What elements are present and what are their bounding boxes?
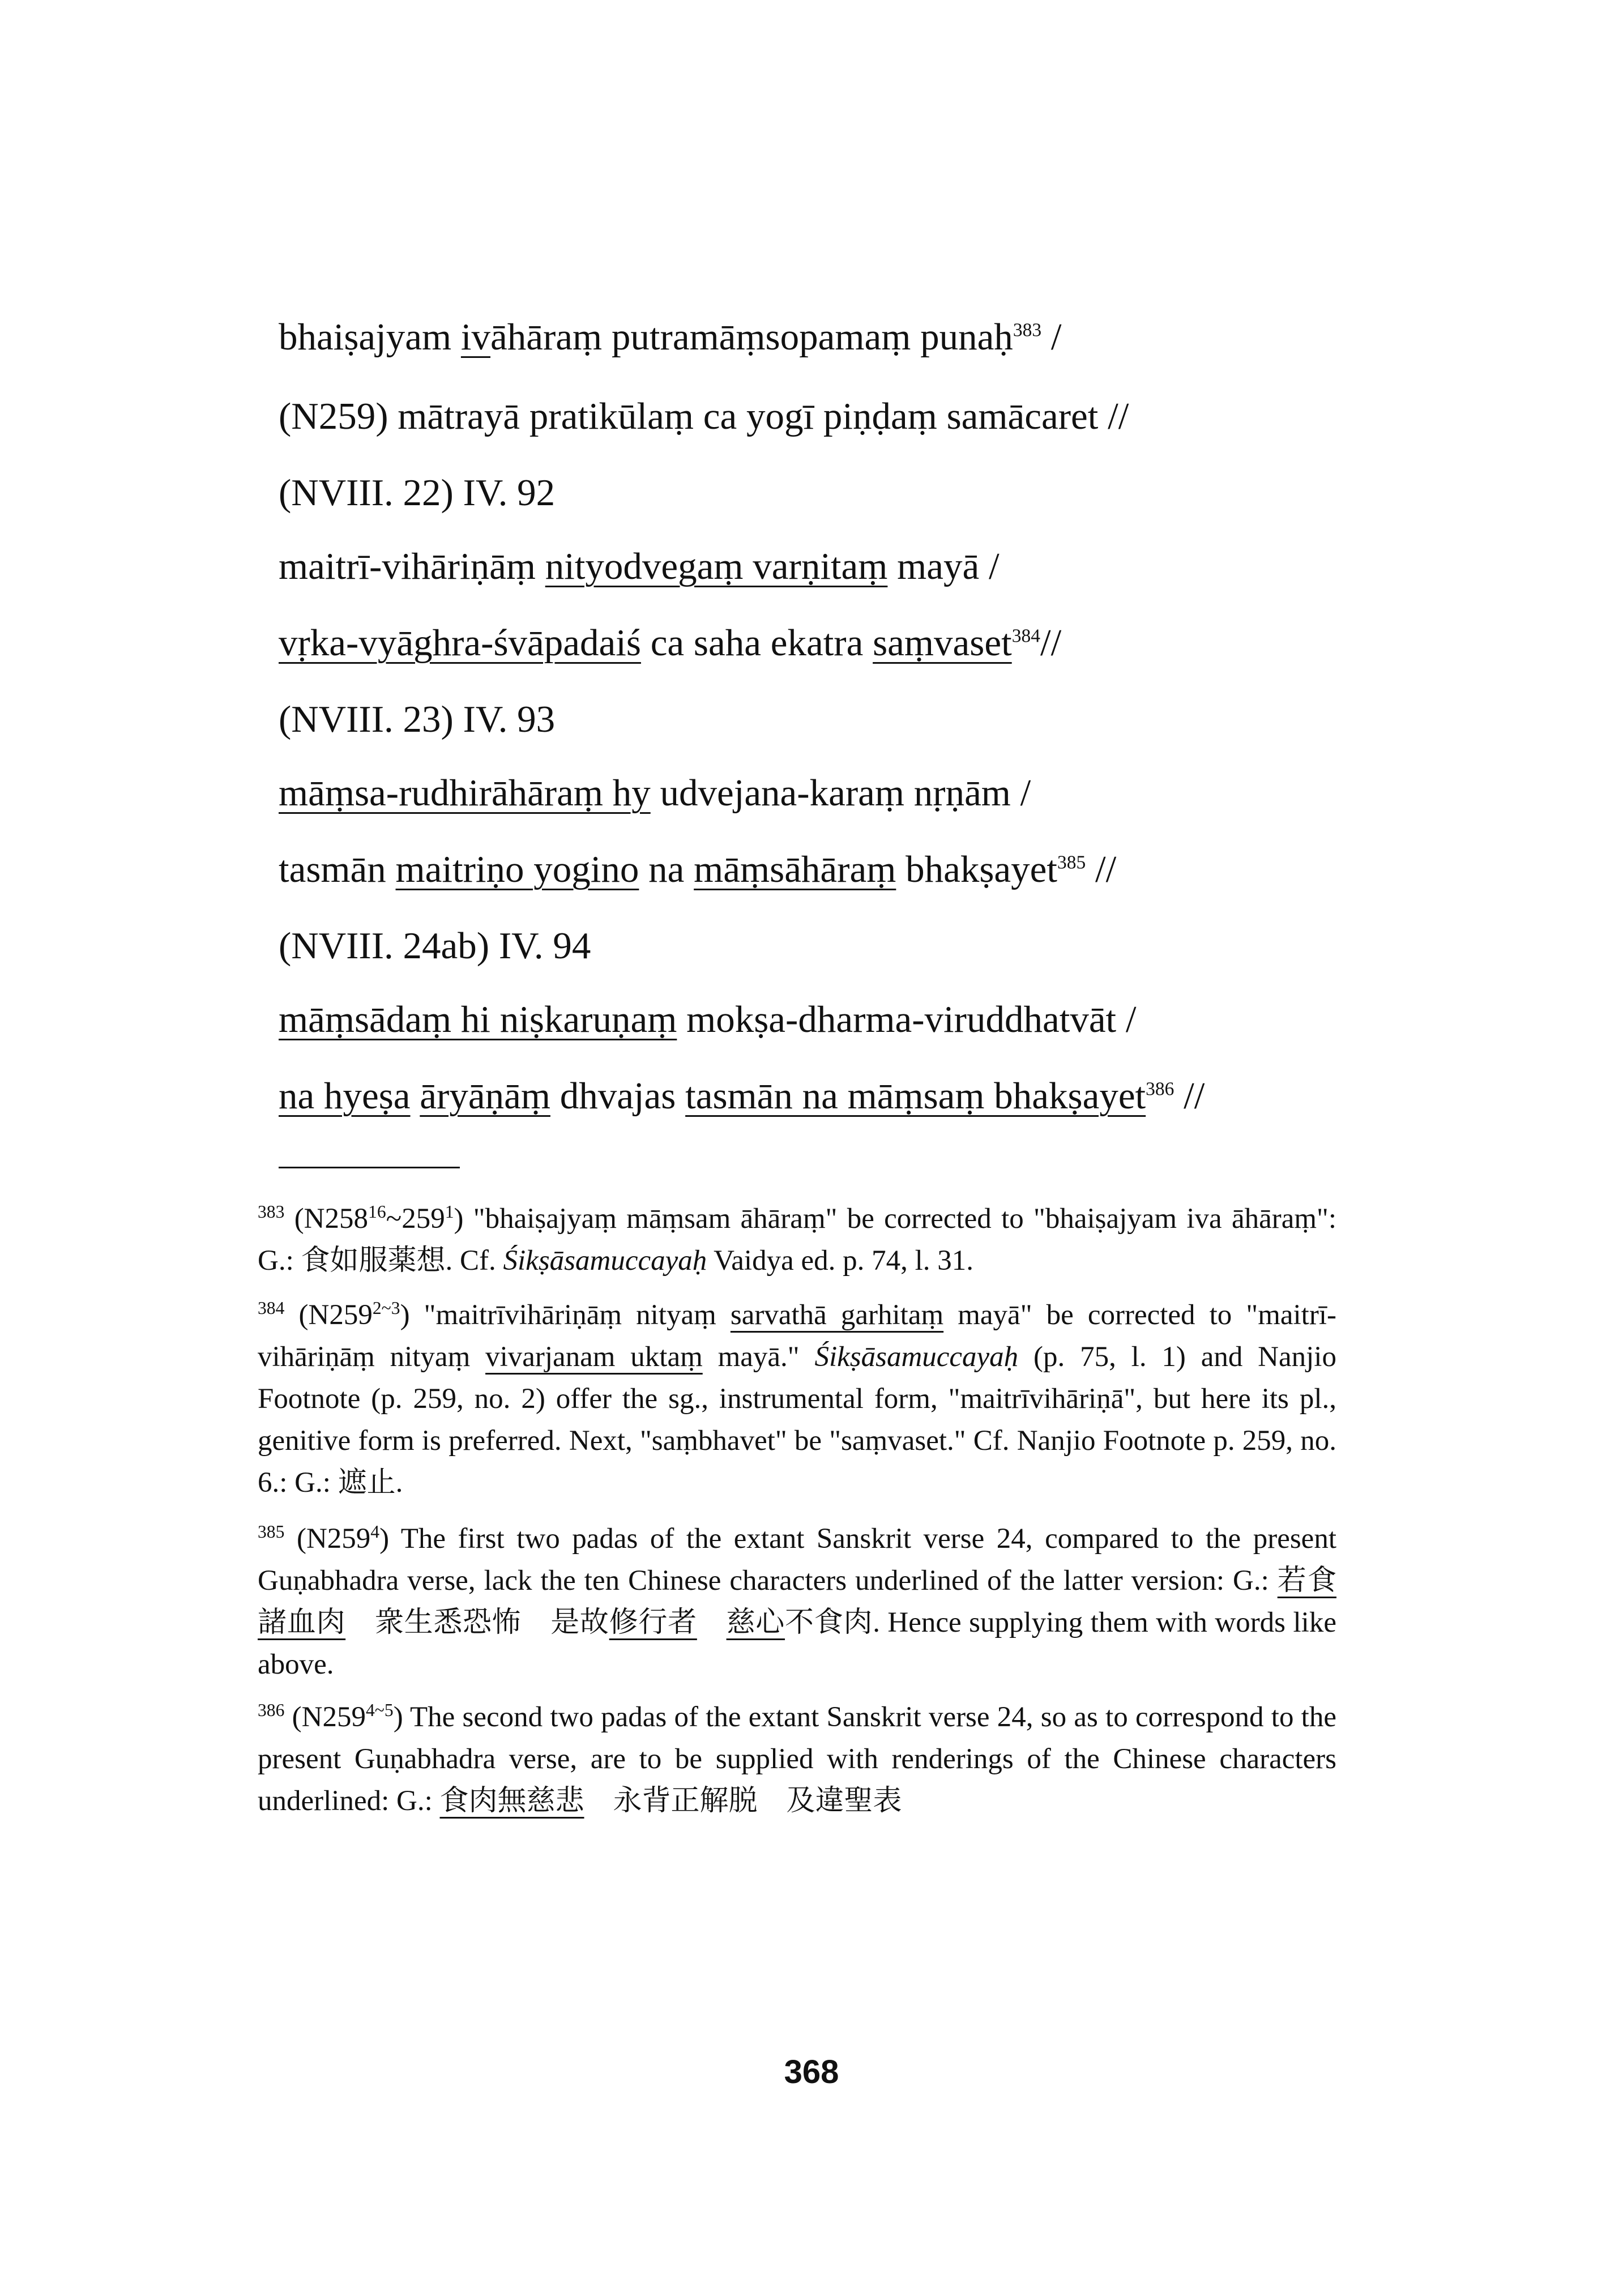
text-run: mayā" be corrected to "maitrī-vihāriṇāṃ nityaṃ	[258, 1299, 1336, 1373]
underlined-text: sarvathā garhitaṃ	[730, 1299, 944, 1331]
text-run: Vaidya ed. p. 74, l. 31.	[707, 1245, 974, 1277]
text-run: udvejana-karaṃ nṛṇām /	[650, 772, 1031, 814]
verse-line	[279, 544, 1000, 589]
verse-line	[279, 847, 1116, 892]
footnote-reference: 2~3	[372, 1298, 400, 1318]
text-run: //	[1086, 848, 1117, 890]
underlined-text: māṃsāhāraṃ	[694, 848, 896, 890]
underlined-text: maitriṇo yogino	[395, 848, 639, 890]
text-run: mokṣa-dharma-viruddhatvāt /	[677, 998, 1137, 1040]
text-run: maitrī-vihāriṇāṃ	[279, 545, 545, 587]
footnote-reference: 4	[370, 1522, 380, 1542]
underlined-text: 若食諸血肉	[258, 1565, 1336, 1638]
text-run	[697, 1607, 727, 1638]
text-run: ca saha ekatra	[640, 622, 873, 664]
text-run: 衆生悉恐怖 是故	[345, 1607, 609, 1638]
text-run: ) The first two padas of the extant Sanskrit verse 24, compared to the present Guṇabhadra verse, lack the ten Chinese characters underlined of the latter version: G.:	[258, 1523, 1336, 1597]
underlined-text: nityodvegaṃ varṇitaṃ	[545, 545, 888, 587]
footnote-reference: 383	[258, 1202, 285, 1222]
footnote-separator	[279, 1167, 460, 1168]
verse-line	[279, 470, 555, 515]
text-run: mayā."	[702, 1341, 815, 1373]
text-run: dhvajas	[550, 1075, 686, 1117]
verse-line	[279, 923, 591, 968]
footnote-385	[258, 1518, 1336, 1685]
text-run: tasmān	[279, 848, 396, 890]
footnote-reference: 383	[1013, 319, 1042, 341]
underlined-text: 修行者	[609, 1607, 697, 1638]
verse-line	[279, 394, 1129, 439]
text-run: (N258	[284, 1203, 369, 1235]
underlined-text: vṛka-vyāghra-śvāpadaiś	[279, 622, 641, 664]
text-run: 不食肉. Hence supplying them with words like above.	[258, 1607, 1336, 1680]
text-run: (N259) mātrayā pratikūlaṃ ca yogī piṇḍaṃ samācaret //	[279, 395, 1129, 437]
text-run: ) "bhaiṣajyaṃ māṃsam āhāraṃ" be corrected to "bhaiṣajyam iva āhāraṃ": G.: 食如服薬想. Cf.	[258, 1203, 1336, 1277]
underlined-text: āryāṇāṃ	[420, 1075, 550, 1117]
underlined-text: saṃvaset	[873, 622, 1012, 664]
verse-line	[279, 314, 1061, 360]
text-run: (NVIII. 22) IV. 92	[279, 472, 556, 514]
footnote-reference: 384	[1011, 625, 1040, 647]
footnote-reference: 384	[258, 1298, 285, 1318]
footnote-383	[258, 1198, 1336, 1282]
text-run: āhāraṃ putramāṃsopamaṃ punaḥ	[490, 316, 1013, 358]
text-run: //	[1040, 622, 1062, 664]
text-run: mayā /	[887, 545, 1000, 587]
text-run: /	[1041, 316, 1062, 358]
text-run: (NVIII. 24ab) IV. 94	[279, 925, 591, 967]
underlined-text: na hyeṣa	[279, 1075, 411, 1117]
footnote-reference: 386	[1146, 1078, 1174, 1100]
underlined-text: 慈心	[726, 1607, 785, 1638]
underlined-text: māṃsa-rudhirāhāraṃ hy	[279, 772, 651, 814]
text-run: (N259	[284, 1299, 373, 1331]
underlined-text: tasmān na māṃsaṃ bhakṣayet	[685, 1075, 1146, 1117]
footnote-reference: 386	[258, 1700, 285, 1720]
text-run: (p. 75, l. 1) and Nanjio Footnote (p. 259, no. 2) offer the sg., instrumental form, "maitrīvihāriṇā", but here its pl., genitive form is preferred. Next, "saṃbhavet" be "saṃvaset." Cf. Nanjio Footnote p. 259, no. 6.: G.: 遮止.	[258, 1341, 1336, 1499]
verse-line	[279, 997, 1137, 1042]
underlined-text: 食肉無慈悲	[439, 1785, 584, 1817]
italic-title: Śikṣāsamuccayaḥ	[503, 1245, 707, 1277]
underlined-text: vivarjanam uktaṃ	[485, 1341, 703, 1373]
text-run: ~259	[386, 1203, 445, 1235]
verse-line	[279, 697, 555, 742]
text-run: bhakṣayet	[896, 848, 1057, 890]
page-number: 368	[784, 2054, 839, 2090]
footnote-reference: 385	[1057, 852, 1086, 873]
verse-line	[279, 770, 1031, 816]
text-run: (N259	[284, 1523, 371, 1555]
footnote-reference: 1	[445, 1202, 454, 1222]
footnote-386	[258, 1696, 1336, 1822]
footnote-reference: 385	[258, 1522, 285, 1542]
text-run: (N259	[284, 1701, 366, 1733]
footnote-reference: 16	[368, 1202, 386, 1222]
underlined-text: māṃsādaṃ hi niṣkaruṇaṃ	[279, 998, 677, 1040]
verse-line	[279, 620, 1061, 665]
text-run: ) "maitrīvihāriṇāṃ nityaṃ	[400, 1299, 731, 1331]
text-run: ) The second two padas of the extant Sanskrit verse 24, so as to correspond to the present Guṇabhadra verse, are to be supplied with renderings of the Chinese characters underlined: G.:	[258, 1701, 1336, 1817]
text-run: 永背正解脱 及違聖表	[584, 1785, 902, 1817]
text-run: na	[639, 848, 694, 890]
text-run: (NVIII. 23) IV. 93	[279, 698, 556, 740]
footnote-reference: 4~5	[365, 1700, 394, 1720]
underlined-text: iv	[460, 316, 491, 358]
text-run: //	[1174, 1075, 1205, 1117]
text-run	[411, 1075, 420, 1117]
italic-title: Śikṣāsamuccayaḥ	[814, 1341, 1019, 1373]
footnote-384	[258, 1294, 1336, 1504]
text-run: bhaiṣajyam	[279, 316, 461, 358]
verse-line	[279, 1073, 1205, 1119]
